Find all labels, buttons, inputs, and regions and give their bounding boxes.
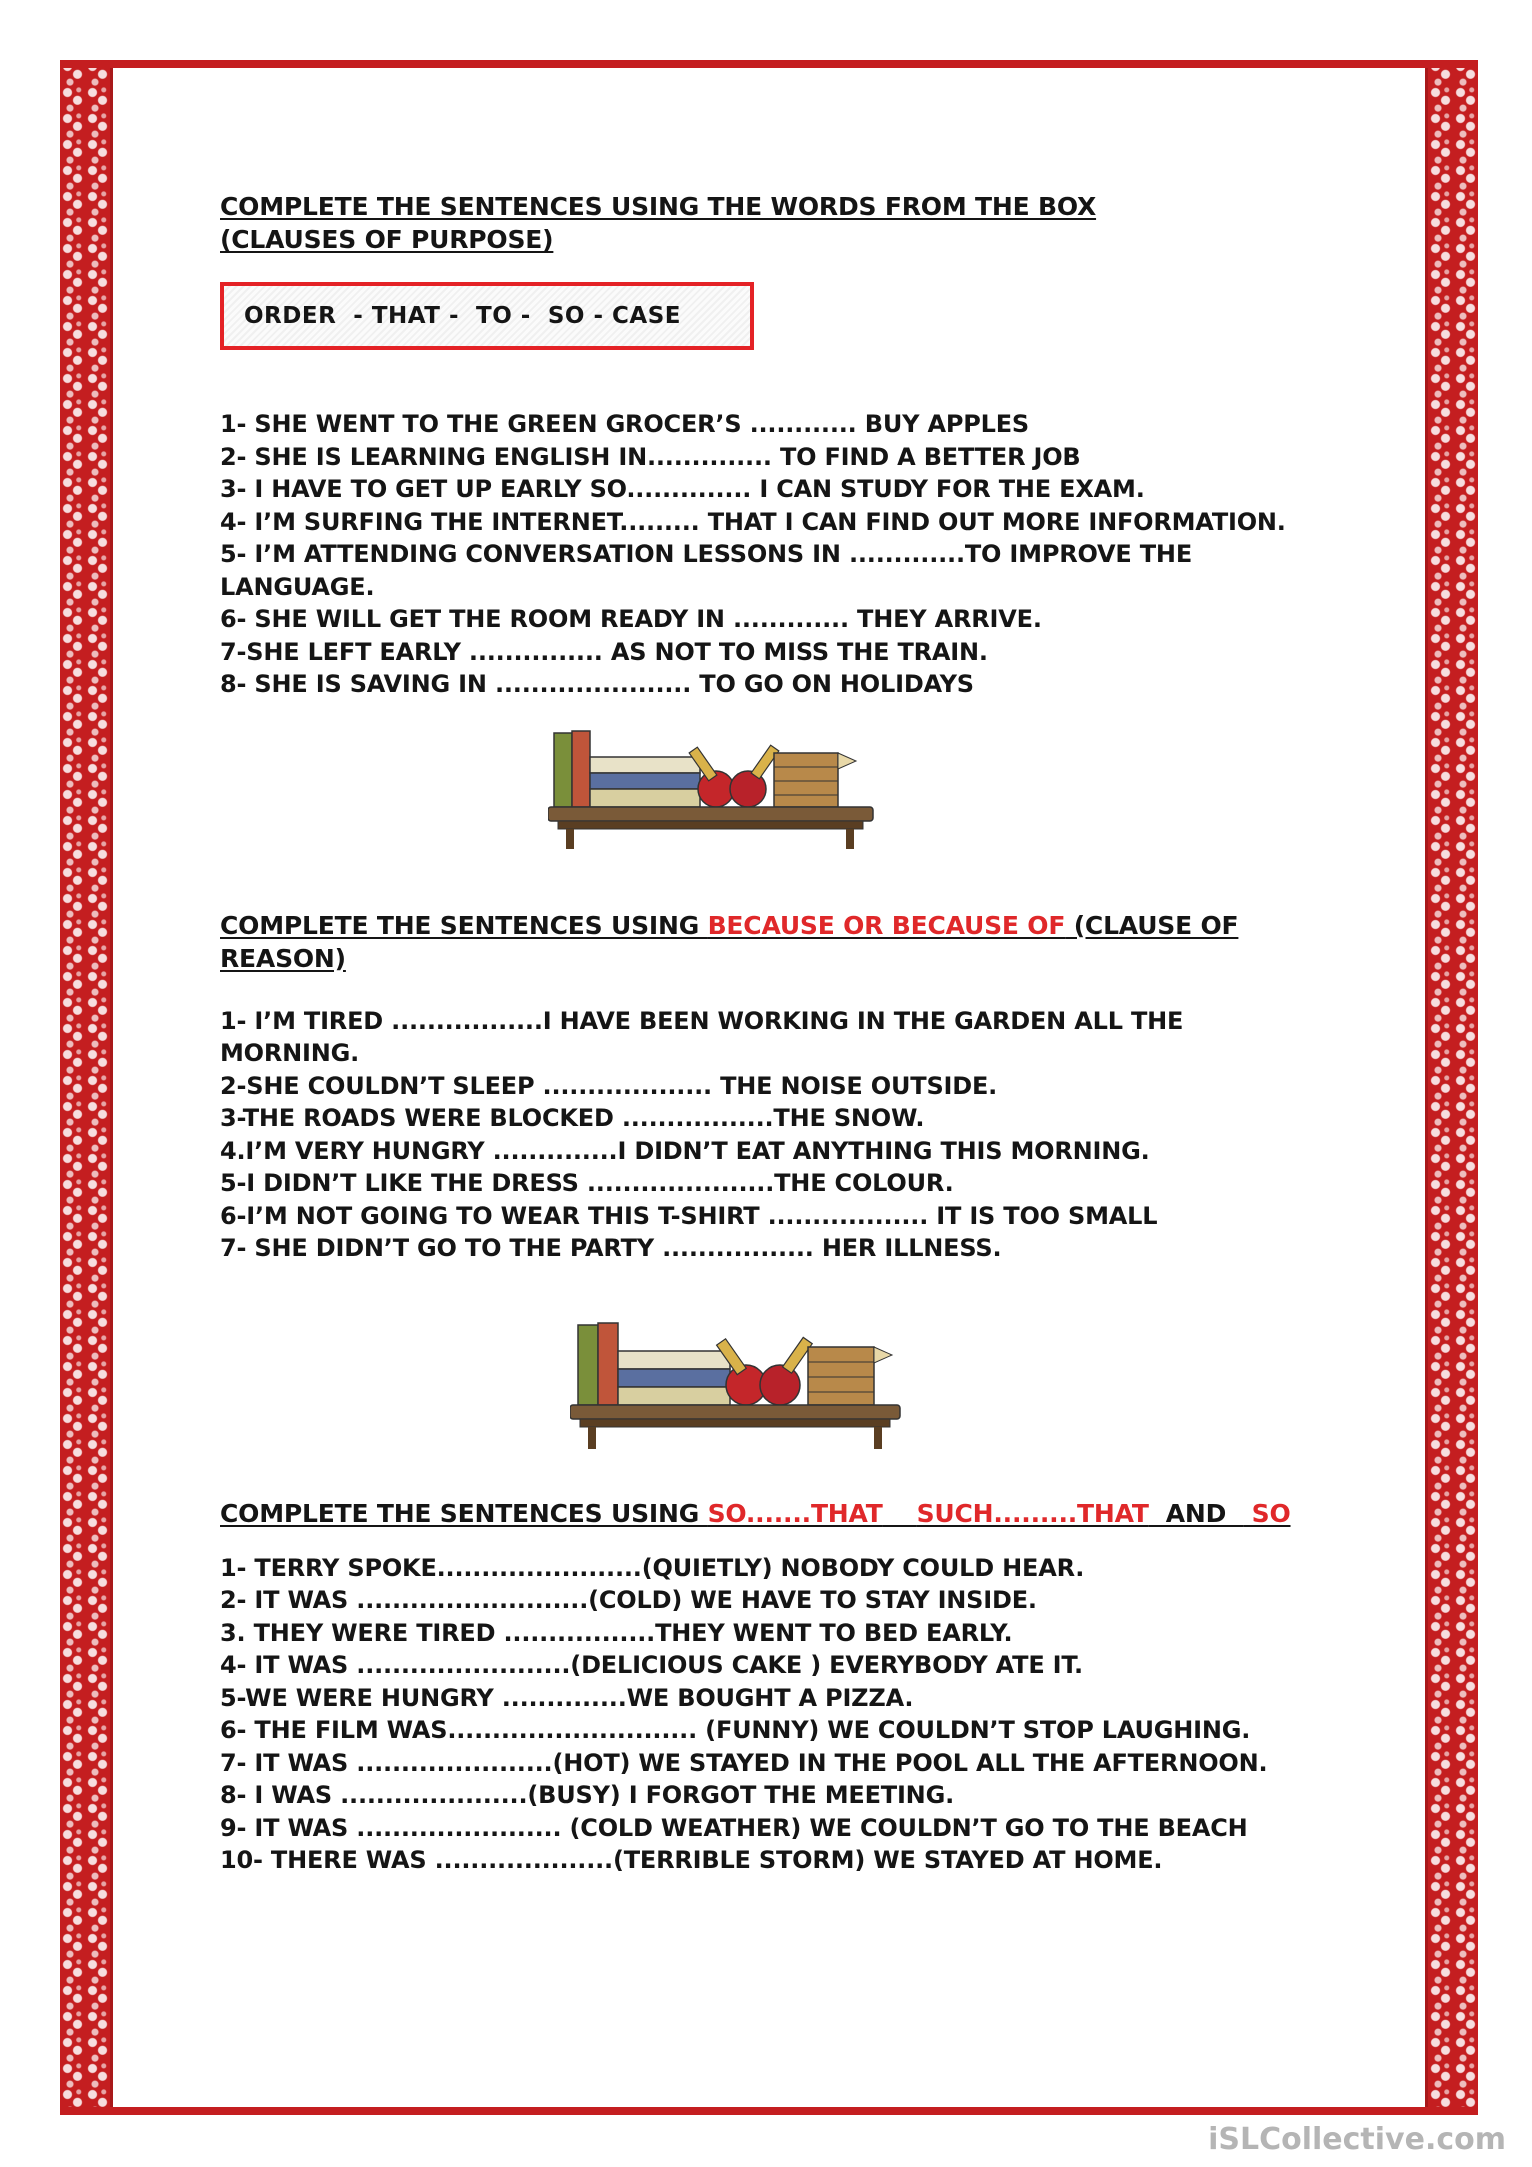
- sentence-item: 1- SHE WENT TO THE GREEN GROCER’S ............ BUY APPLES: [220, 410, 1029, 438]
- shelf-illustration-2: [220, 1317, 1320, 1467]
- section3-list: [220, 1552, 1320, 1877]
- sentence-item: 1- I’M TIRED .................I HAVE BEEN WORKING IN THE GARDEN ALL THE MORNING.: [220, 1006, 1184, 1067]
- decorative-border-top: [60, 60, 1478, 68]
- section3-heading-highlight-1: SO.......THAT: [707, 1498, 883, 1528]
- word-box-text: ORDER - THAT - TO - SO - CASE: [244, 303, 681, 329]
- section2-list: [220, 1005, 1320, 1265]
- shelf-illustration-1: [220, 727, 1320, 855]
- sentence-item: 10- THERE WAS ....................(TERRIBLE STORM) WE STAYED AT HOME.: [220, 1846, 1163, 1874]
- section2-heading: [220, 909, 1320, 975]
- sentence-item: 6-I’M NOT GOING TO WEAR THIS T-SHIRT .................. IT IS TOO SMALL: [220, 1201, 1158, 1230]
- section3-heading-and: AND: [1148, 1498, 1244, 1528]
- section1-list: [220, 408, 1320, 701]
- sentence-item: 2-SHE COULDN’T SLEEP ................... THE NOISE OUTSIDE.: [220, 1071, 998, 1100]
- sentence-item: 7-SHE LEFT EARLY ............... AS NOT TO MISS THE TRAIN.: [220, 637, 988, 666]
- section2-heading-prefix: COMPLETE THE SENTENCES USING: [220, 910, 708, 940]
- bookshelf-icon: [570, 1317, 910, 1457]
- section1-heading: COMPLETE THE SENTENCES USING THE WORDS FROM THE BOX (CLAUSES OF PURPOSE): [220, 192, 1097, 254]
- watermark: iSLCollective.com: [1208, 2122, 1506, 2157]
- sentence-item: 4- I’M SURFING THE INTERNET......... THAT I CAN FIND OUT MORE INFORMATION.: [220, 507, 1286, 536]
- section3-heading-prefix: COMPLETE THE SENTENCES USING: [220, 1498, 708, 1528]
- sentence-item: 4- IT WAS ........................(DELICIOUS CAKE ) EVERYBODY ATE IT.: [220, 1651, 1083, 1679]
- sentence-item: 6- SHE WILL GET THE ROOM READY IN ............. THEY ARRIVE.: [220, 605, 1042, 633]
- decorative-border-bottom: [60, 2107, 1478, 2115]
- worksheet-content: [220, 190, 1320, 1877]
- bookshelf-icon: [548, 727, 888, 855]
- sentence-item: 3-THE ROADS WERE BLOCKED .................THE SNOW.: [220, 1104, 925, 1132]
- sentence-item: 7- SHE DIDN’T GO TO THE PARTY ................. HER ILLNESS.: [220, 1234, 1002, 1262]
- section3-heading: [220, 1497, 1320, 1530]
- section2-heading-suffix: (CLAUSE OF REASON): [220, 910, 1239, 973]
- section3-heading-highlight-2: SUCH.........THAT: [916, 1498, 1149, 1528]
- sentence-item: 9- IT WAS ....................... (COLD WEATHER) WE COULDN’T GO TO THE BEACH: [220, 1813, 1248, 1842]
- sentence-item: 4.I’M VERY HUNGRY ..............I DIDN’T EAT ANYTHING THIS MORNING.: [220, 1136, 1150, 1165]
- sentence-item: 6- THE FILM WAS............................ (FUNNY) WE COULDN’T STOP LAUGHING.: [220, 1716, 1251, 1744]
- sentence-item: 5-WE WERE HUNGRY ..............WE BOUGHT A PIZZA.: [220, 1683, 914, 1712]
- decorative-border-left: [60, 60, 110, 2115]
- word-box: [220, 282, 754, 350]
- sentence-item: 5-I DIDN’T LIKE THE DRESS .....................THE COLOUR.: [220, 1169, 954, 1197]
- section3-heading-highlight-3: SO: [1243, 1498, 1291, 1528]
- sentence-item: 2- IT WAS ..........................(COLD) WE HAVE TO STAY INSIDE.: [220, 1586, 1037, 1614]
- sentence-item: 7- IT WAS ......................(HOT) WE STAYED IN THE POOL ALL THE AFTERNOON.: [220, 1748, 1268, 1777]
- sentence-item: 8- SHE IS SAVING IN ...................... TO GO ON HOLIDAYS: [220, 670, 974, 698]
- section2-heading-highlight: BECAUSE OR BECAUSE OF: [707, 910, 1066, 940]
- decorative-border-right: [1428, 60, 1478, 2115]
- sentence-item: 3. THEY WERE TIRED .................THEY WENT TO BED EARLY.: [220, 1618, 1013, 1647]
- section3-heading-gap: [883, 1499, 917, 1528]
- sentence-item: 3- I HAVE TO GET UP EARLY SO.............. I CAN STUDY FOR THE EXAM.: [220, 475, 1145, 503]
- sentence-item: 2- SHE IS LEARNING ENGLISH IN.............. TO FIND A BETTER JOB: [220, 442, 1081, 471]
- sentence-item: 1- TERRY SPOKE.......................(QUIETLY) NOBODY COULD HEAR.: [220, 1553, 1085, 1582]
- sentence-item: 5- I’M ATTENDING CONVERSATION LESSONS IN .............TO IMPROVE THE LANGUAGE.: [220, 540, 1193, 601]
- sentence-item: 8- I WAS .....................(BUSY) I FORGOT THE MEETING.: [220, 1781, 954, 1809]
